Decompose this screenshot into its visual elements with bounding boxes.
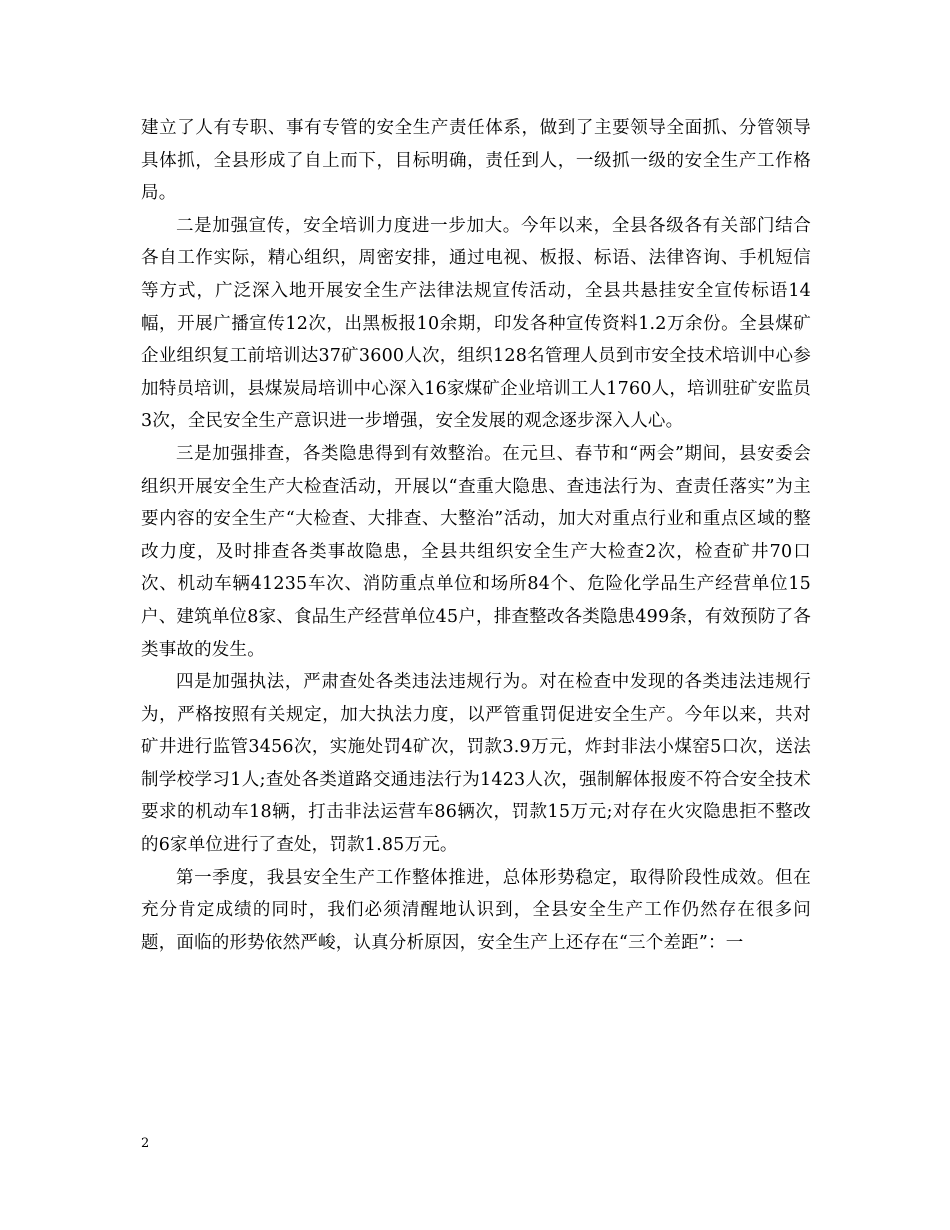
page-number: 2	[141, 1136, 150, 1151]
paragraph-2: 二是加强宣传，安全培训力度进一步加大。今年以来，全县各级各有关部门结合各自工作实际，精心组织，周密安排，通过电视、板报、标语、法律咨询、手机短信等方式，广泛深入地开展安全生产法律法规宣传活动，全县共悬挂安全宣传标语14幅，开展广播宣传12次，出黑板报10余期，印发各种宣传资料1.2万余份。全县煤矿企业组织复工前培训达37矿3600人次，组织128名管理人员到市安全技术培训中心参加特员培训，县煤炭局培训中心深入16家煤矿企业培训工人1760人，培训驻矿安监员3次，全民安全生产意识进一步增强，安全发展的观念逐步深入人心。	[141, 215, 811, 432]
paragraph-1: 建立了人有专职、事有专管的安全生产责任体系，做到了主要领导全面抓、分管领导具体抓，全县形成了自上而下，目标明确，责任到人，一级抓一级的安全生产工作格局。	[141, 118, 811, 204]
paragraph-4: 四是加强执法，严肃查处各类违法违规行为。对在检查中发现的各类违法违规行为，严格按照有关规定，加大执法力度，以严管重罚促进安全生产。今年以来，共对矿井进行监管3456次，实施处罚4矿次，罚款3.9万元，炸封非法小煤窑5口次，送法制学校学习1人;查处各类道路交通违法行为1423人次，强制解体报废不符合安全技术要求的机动车18辆，打击非法运营车86辆次，罚款15万元;对存在火灾隐患拒不整改的6家单位进行了查处，罚款1.85万元。	[141, 672, 811, 856]
document-body	[141, 112, 811, 959]
paragraph-3: 三是加强排查，各类隐患得到有效整治。在元旦、春节和“两会”期间，县安委会组织开展安全生产大检查活动，开展以“查重大隐患、查违法行为、查责任落实”为主要内容的安全生产“大检查、大排查、大整治”活动，加大对重点行业和重点区域的整改力度，及时排查各类事故隐患，全县共组织安全生产大检查2次，检查矿井70口次、机动车辆41235车次、消防重点单位和场所84个、危险化学品生产经营单位15户、建筑单位8家、食品生产经营单位45户，排查整改各类隐患499条，有效预防了各类事故的发生。	[141, 443, 811, 660]
paragraph-5: 第一季度，我县安全生产工作整体推进，总体形势稳定，取得阶段性成效。但在充分肯定成绩的同时，我们必须清醒地认识到，全县安全生产工作仍然存在很多问题，面临的形势依然严峻，认真分析原因，安全生产上还存在“三个差距”：一	[141, 867, 811, 953]
